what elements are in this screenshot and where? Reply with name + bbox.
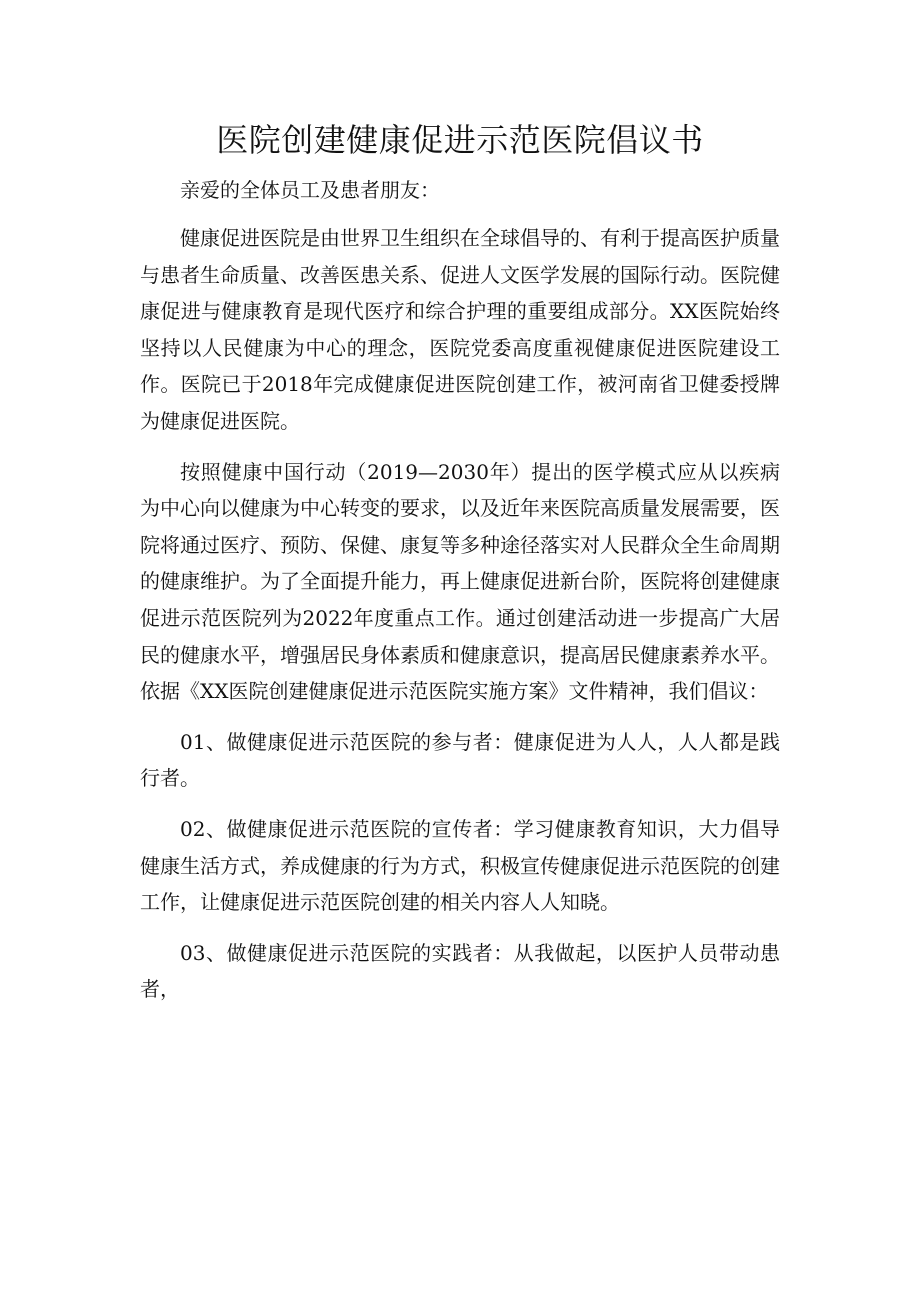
paragraph-intro: 健康促进医院是由世界卫生组织在全球倡导的、有利于提高医护质量与患者生命质量、改善医患关系、促进人文医学发展的国际行动。医院健康促进与健康教育是现代医疗和综合护理的重要组成部分。XX医院始终坚持以人民健康为中心的理念，医院党委高度重视健康促进医院建设工作。医院已于2018年完成健康促进医院创建工作，被河南省卫健委授牌为健康促进医院。 <box>140 226 780 433</box>
salutation: 亲爱的全体员工及患者朋友： <box>180 178 440 202</box>
proposal-item-02: 02、做健康促进示范医院的宣传者：学习健康教育知识，大力倡导健康生活方式，养成健康的行为方式，积极宣传健康促进示范医院的创建工作，让健康促进示范医院创建的相关内容人人知晓。 <box>140 816 780 915</box>
document-title: 医院创建健康促进示范医院倡议书 <box>216 121 704 159</box>
document-body <box>140 172 780 1022</box>
proposal-item-03: 03、做健康促进示范医院的实践者：从我做起，以医护人员带动患者， <box>140 940 780 1002</box>
proposal-item-01: 01、做健康促进示范医院的参与者：健康促进为人人，人人都是践行者。 <box>140 729 780 791</box>
paragraph-plan: 按照健康中国行动（2019—2030年）提出的医学模式应从以疾病为中心向以健康为中心转变的要求，以及近年来医院高质量发展需要，医院将通过医疗、预防、保健、康复等多种途径落实对人民群众全生命周期的健康维护。为了全面提升能力，再上健康促进新台阶，医院将创建健康促进示范医院列为2022年度重点工作。通过创建活动进一步提高广大居民的健康水平，增强居民身体素质和健康意识，提高居民健康素养水平。依据《XX医院创建健康促进示范医院实施方案》文件精神，我们倡议： <box>140 459 780 704</box>
